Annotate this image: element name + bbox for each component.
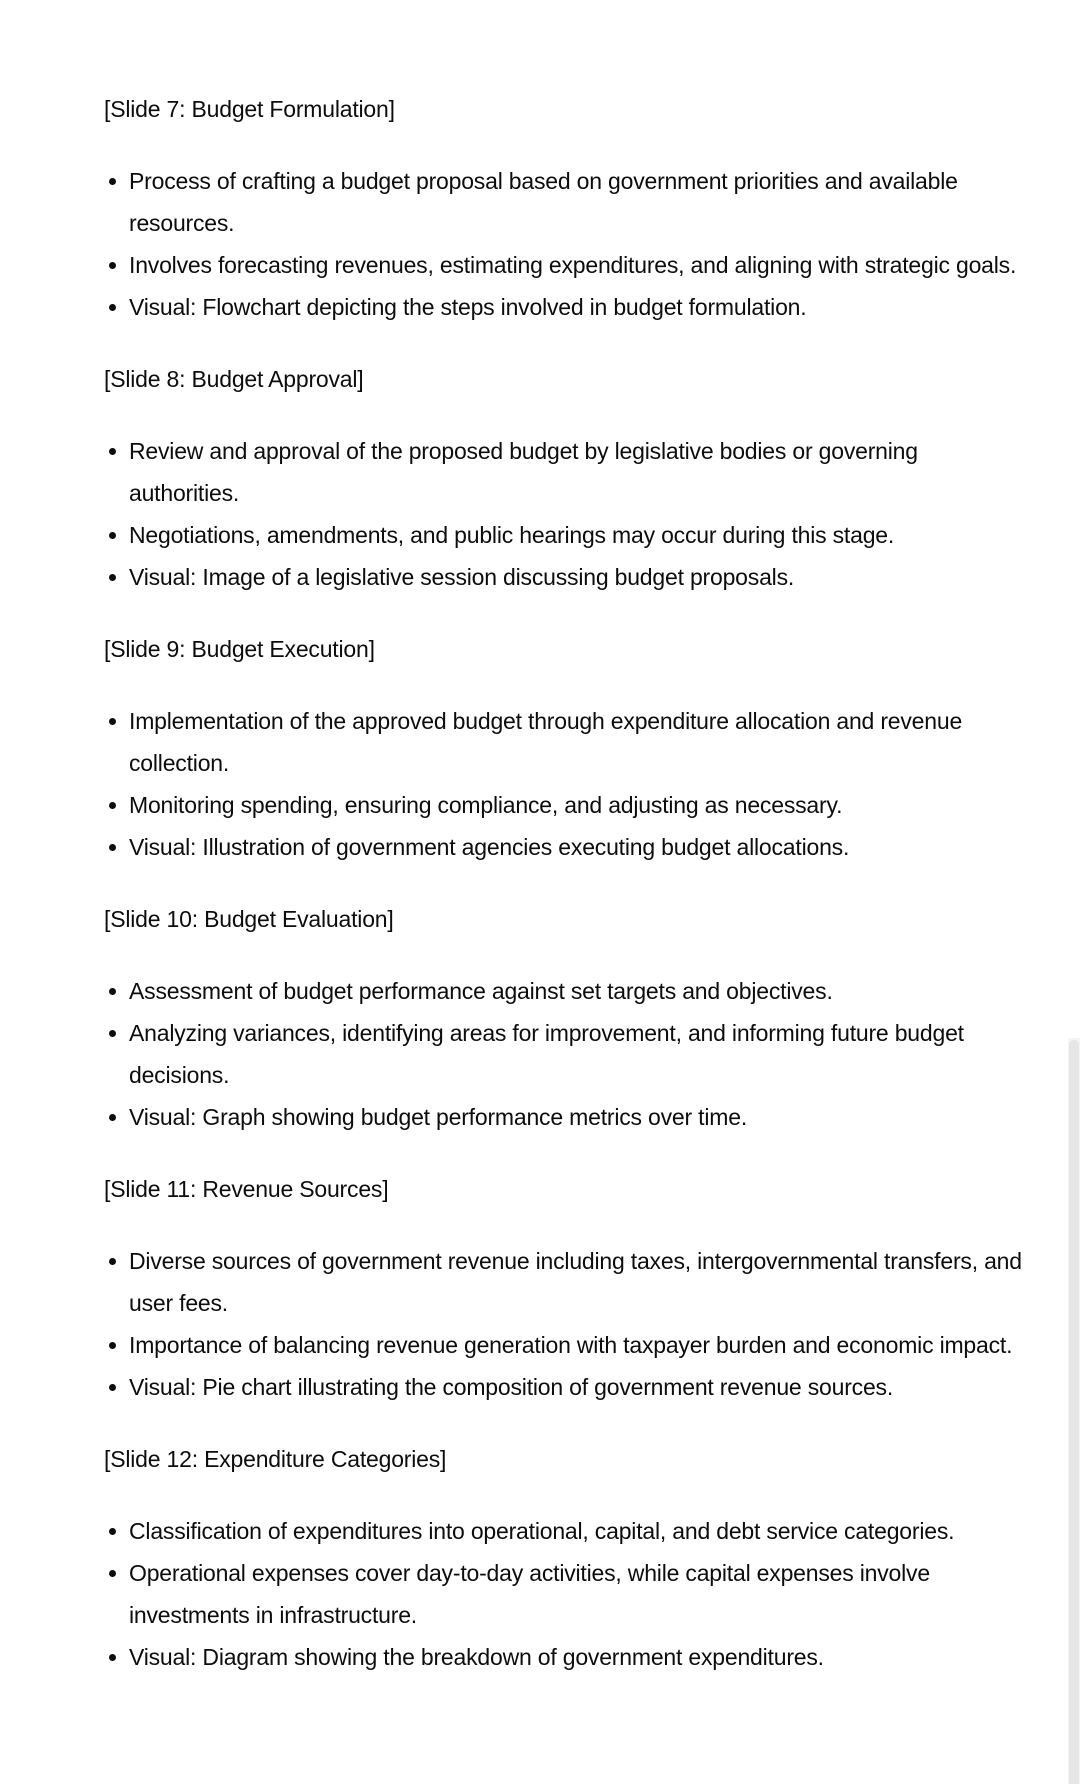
bullet-text: Importance of balancing revenue generation with taxpayer burden and economic impact.	[129, 1332, 1013, 1358]
bullet-list	[104, 430, 1024, 598]
list-item	[104, 1636, 1024, 1678]
bullet-text: Visual: Graph showing budget performance metrics over time.	[129, 1104, 748, 1130]
bullet-text: Process of crafting a budget proposal based on government priorities and available resources.	[129, 168, 958, 236]
bullet-list	[104, 970, 1024, 1138]
slide-section	[104, 628, 1024, 868]
slide-heading: [Slide 10: Budget Evaluation]	[104, 906, 394, 932]
bullet-dot-icon	[109, 532, 116, 539]
bullet-dot-icon	[109, 262, 116, 269]
slide-heading: [Slide 8: Budget Approval]	[104, 366, 364, 392]
bullet-list	[104, 160, 1024, 328]
bullet-text: Involves forecasting revenues, estimating expenditures, and aligning with strategic goals.	[129, 252, 1017, 278]
slide-heading: [Slide 11: Revenue Sources]	[104, 1176, 389, 1202]
list-item	[104, 160, 1024, 244]
slide-heading: [Slide 9: Budget Execution]	[104, 636, 375, 662]
bullet-dot-icon	[109, 718, 116, 725]
list-item	[104, 1012, 1024, 1096]
list-item	[104, 970, 1024, 1012]
slide-section	[104, 88, 1024, 328]
slide-section	[104, 1438, 1024, 1678]
slide-section	[104, 358, 1024, 598]
list-item	[104, 244, 1024, 286]
bullet-text: Implementation of the approved budget through expenditure allocation and revenue collection.	[129, 708, 963, 776]
bullet-dot-icon	[109, 1030, 116, 1037]
bullet-text: Monitoring spending, ensuring compliance, and adjusting as necessary.	[129, 792, 843, 818]
slide-heading: [Slide 7: Budget Formulation]	[104, 96, 395, 122]
bullet-dot-icon	[109, 1570, 116, 1577]
bullet-text: Negotiations, amendments, and public hearings may occur during this stage.	[129, 522, 895, 548]
list-item	[104, 430, 1024, 514]
slide-section	[104, 898, 1024, 1138]
bullet-list	[104, 1240, 1024, 1408]
bullet-text: Operational expenses cover day-to-day activities, while capital expenses involve investments in infrastructure.	[129, 1560, 930, 1628]
bullet-dot-icon	[109, 1342, 116, 1349]
list-item	[104, 784, 1024, 826]
list-item	[104, 556, 1024, 598]
list-item	[104, 1096, 1024, 1138]
bullet-text: Classification of expenditures into operational, capital, and debt service categories.	[129, 1518, 955, 1544]
slide-heading: [Slide 12: Expenditure Categories]	[104, 1446, 447, 1472]
bullet-dot-icon	[109, 1654, 116, 1661]
bullet-text: Diverse sources of government revenue including taxes, intergovernmental transfers, and user fees.	[129, 1248, 1022, 1316]
list-item	[104, 1240, 1024, 1324]
bullet-text: Review and approval of the proposed budget by legislative bodies or governing authorities.	[129, 438, 918, 506]
list-item	[104, 1324, 1024, 1366]
bullet-text: Visual: Illustration of government agencies executing budget allocations.	[129, 834, 850, 860]
bullet-list	[104, 700, 1024, 868]
bullet-text: Visual: Flowchart depicting the steps involved in budget formulation.	[129, 294, 807, 320]
list-item	[104, 1510, 1024, 1552]
bullet-dot-icon	[109, 304, 116, 311]
bullet-dot-icon	[109, 178, 116, 185]
slide-section	[104, 1168, 1024, 1408]
list-item	[104, 286, 1024, 328]
bullet-dot-icon	[109, 1528, 116, 1535]
list-item	[104, 826, 1024, 868]
scrollbar-thumb[interactable]	[1069, 1040, 1079, 1784]
message-content	[104, 88, 1024, 1708]
bullet-text: Analyzing variances, identifying areas for improvement, and informing future budget decisions.	[129, 1020, 964, 1088]
bullet-dot-icon	[109, 448, 116, 455]
list-item	[104, 514, 1024, 556]
bullet-dot-icon	[109, 802, 116, 809]
bullet-dot-icon	[109, 1258, 116, 1265]
list-item	[104, 1552, 1024, 1636]
bullet-dot-icon	[109, 1114, 116, 1121]
bullet-dot-icon	[109, 988, 116, 995]
list-item	[104, 700, 1024, 784]
bullet-text: Visual: Pie chart illustrating the composition of government revenue sources.	[129, 1374, 894, 1400]
bullet-dot-icon	[109, 1384, 116, 1391]
bullet-text: Visual: Diagram showing the breakdown of government expenditures.	[129, 1644, 824, 1670]
list-item	[104, 1366, 1024, 1408]
bullet-text: Visual: Image of a legislative session discussing budget proposals.	[129, 564, 795, 590]
bullet-text: Assessment of budget performance against set targets and objectives.	[129, 978, 833, 1004]
bullet-dot-icon	[109, 844, 116, 851]
bullet-dot-icon	[109, 574, 116, 581]
bullet-list	[104, 1510, 1024, 1678]
